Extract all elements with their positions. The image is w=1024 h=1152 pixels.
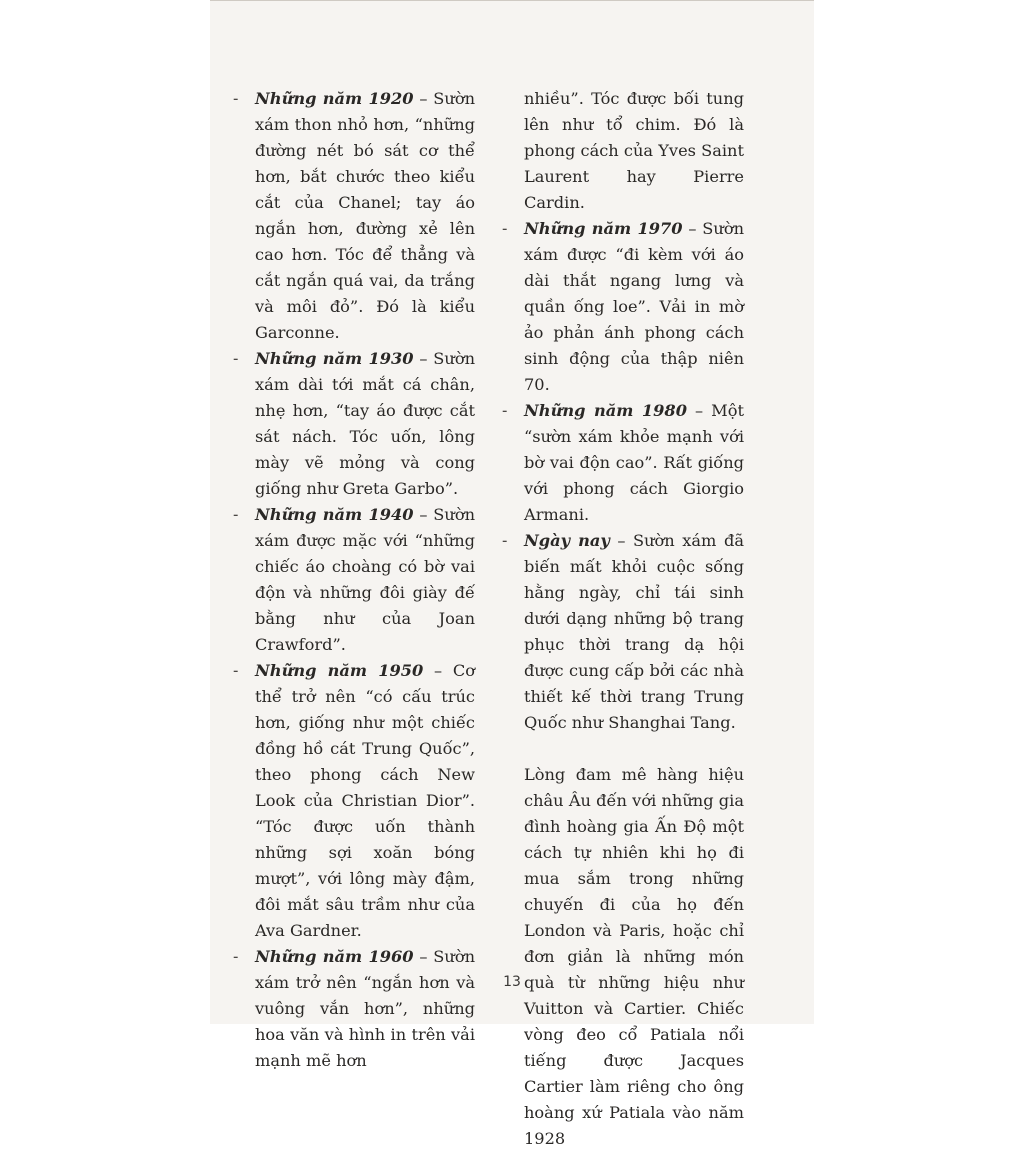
bullet-text: – Sườn xám dài tới mắt cá chân, nhẹ hơn, “tay áo được cắt sát nách. Tóc uốn, lông mày vẽ mỏng và cong giống như Greta Garbo”.	[255, 349, 475, 498]
bullet-1940	[233, 502, 475, 658]
continued-text: nhiều”. Tóc được bối tung lên như tổ chim. Đó là phong cách của Yves Saint Laurent hay Pierre Cardin.	[524, 89, 744, 212]
bullet-text: – Cơ thể trở nên “có cấu trúc hơn, giống như một chiếc đồng hồ cát Trung Quốc”, theo phong cách New Look của Christian Dior”. “Tóc được uốn thành những sợi xoăn bóng mượt”, với lông mày đậm, đôi mắt sâu trầm như của Ava Gardner.	[255, 661, 475, 940]
bullet-1950	[233, 658, 475, 944]
bullet-dash: -	[502, 220, 508, 238]
bullet-today	[502, 528, 744, 736]
bullet-1970	[502, 216, 744, 398]
bullet-dash: -	[502, 402, 508, 420]
decade-label: Những năm 1930	[255, 349, 414, 368]
decade-label: Những năm 1980	[524, 401, 687, 420]
bullet-dash: -	[233, 948, 239, 966]
bullet-1930	[233, 346, 475, 502]
decade-label: Những năm 1960	[255, 947, 414, 966]
page-top-edge	[210, 0, 814, 1]
bullet-text: – Sườn xám thon nhỏ hơn, “những đường nét bó sát cơ thể hơn, bắt chước theo kiểu cắt của Chanel; tay áo ngắn hơn, đường xẻ lên cao hơn. Tóc để thẳng và cắt ngắn quá vai, da trắng và môi đỏ”. Đó là kiểu Garconne.	[255, 89, 475, 342]
bullet-dash: -	[233, 350, 239, 368]
decade-label: Những năm 1950	[255, 661, 424, 680]
bullet-1980	[502, 398, 744, 528]
bullet-text: – Một “sườn xám khỏe mạnh với bờ vai độn cao”. Rất giống với phong cách Giorgio Armani.	[524, 401, 744, 524]
bullet-1920	[233, 86, 475, 346]
decade-label: Những năm 1970	[524, 219, 683, 238]
bullet-dash: -	[502, 532, 508, 550]
decade-label: Những năm 1920	[255, 89, 414, 108]
bullet-1960	[233, 944, 475, 1074]
bullet-text: – Sườn xám được mặc với “những chiếc áo choàng có bờ vai độn và những đôi giày đế bằng như của Joan Crawford”.	[255, 505, 475, 654]
bullet-dash: -	[233, 90, 239, 108]
decade-label: Ngày nay	[524, 531, 610, 550]
bullet-dash: -	[233, 506, 239, 524]
left-column	[233, 86, 475, 1074]
decade-label: Những năm 1940	[255, 505, 414, 524]
bullet-dash: -	[233, 662, 239, 680]
bullet-text: – Sườn xám được “đi kèm với áo dài thắt ngang lưng và quần ống loe”. Vải in mờ ảo phản ánh phong cách sinh động của thập niên 70.	[524, 219, 744, 394]
body-paragraph: Lòng đam mê hàng hiệu châu Âu đến với những gia đình hoàng gia Ấn Độ một cách tự nhiên khi họ đi mua sắm trong những chuyến đi của họ đến London và Paris, hoặc chỉ đơn giản là những món quà từ những hiệu như Vuitton và Cartier. Chiếc vòng đeo cổ Patiala nổi tiếng được Jacques Cartier làm riêng cho ông hoàng xứ Patiala vào năm 1928	[524, 765, 744, 1148]
bullet-text: – Sườn xám đã biến mất khỏi cuộc sống hằng ngày, chỉ tái sinh dưới dạng những bộ trang phục thời trang dạ hội được cung cấp bởi các nhà thiết kế thời trang Trung Quốc như Shanghai Tang.	[524, 531, 744, 732]
bullet-text: – Sườn xám trở nên “ngắn hơn và vuông vắn hơn”, những hoa văn và hình in trên vải mạnh mẽ hơn	[255, 947, 475, 1070]
page-number: 13	[503, 974, 521, 990]
